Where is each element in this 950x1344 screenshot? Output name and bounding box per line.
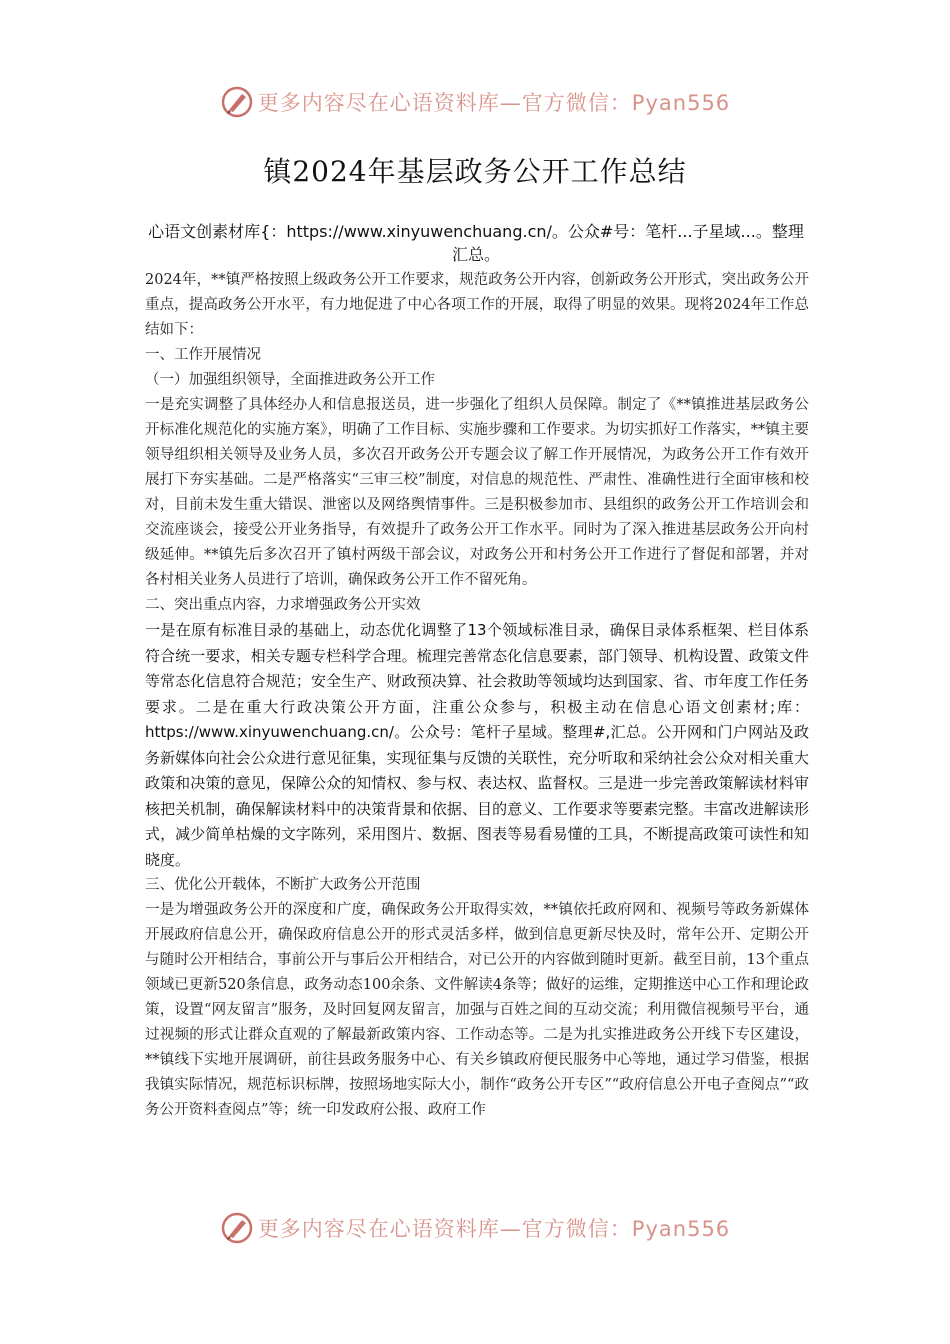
subsection-heading-1: （一）加强组织领导，全面推进政务公开工作 [145, 372, 435, 388]
pen-logo-icon [220, 85, 254, 119]
document-body [145, 268, 809, 1123]
section-heading-1: 一、工作开展情况 [145, 347, 261, 363]
body-paragraph-1: 一是充实调整了具体经办人和信息报送员，进一步强化了组织人员保障。制定了《**镇推进基层政务公开标准化规范化的实施方案》，明确了工作目标、实施步骤和工作要求。为切实抓好工作落实，**镇主要领导组织相关领导及业务人员，多次召开政务公开专题会议了解工作开展情况，为政务公开工作有效开展打下夯实基础。二是严格落实“三审三校”制度，对信息的规范性、严肃性、准确性进行全面审核和校对，目前未发生重大错误、泄密以及网络舆情事件。三是积极参加市、县组织的政务公开工作培训会和交流座谈会，接受公开业务指导，有效提升了政务公开工作水平。同时为了深入推进基层政务公开向村级延伸。**镇先后多次召开了镇村两级干部会议，对政务公开和村务公开工作进行了督促和部署，并对各村相关业务人员进行了培训，确保政务公开工作不留死角。 [145, 397, 809, 588]
source-note: 心语文创素材库{：https://www.xinyuwenchuang.cn/。公众#号：笔杆...子星域...。整理汇总。 [148, 222, 804, 264]
header-banner [0, 82, 950, 122]
banner-text: 更多内容尽在心语资料库—官方微信：Pyan556 [257, 1217, 731, 1241]
banner-text: 更多内容尽在心语资料库—官方微信：Pyan556 [257, 91, 731, 115]
document-title: 镇2024年基层政务公开工作总结 [263, 155, 687, 188]
footer-banner [0, 1208, 950, 1248]
intro-paragraph: 2024年，**镇严格按照上级政务公开工作要求，规范政务公开内容，创新政务公开形式，突出政务公开重点，提高政务公开水平，有力地促进了中心各项工作的开展，取得了明显的效果。现将2024年工作总结如下： [145, 272, 809, 338]
pen-logo-icon [220, 1211, 254, 1245]
body-paragraph-2: 一是在原有标准目录的基础上，动态优化调整了13个领域标准目录，确保目录体系框架、栏目体系符合统一要求，相关专题专栏科学合理。梳理完善常态化信息要素，部门领导、机构设置、政策文件等常态化信息符合规范；安全生产、财政预决算、社会救助等领域均达到国家、省、市年度工作任务要求。二是在重大行政决策公开方面，注重公众参与，积极主动在信息心语文创素材;库：https://www.xinyuwenchuang.cn/。公众号：笔杆子星域。整理#,汇总。公开网和门户网站及政务新媒体向社会公众进行意见征集，实现征集与反馈的关联性，充分听取和采纳社会公众对相关重大政策和决策的意见，保障公众的知情权、参与权、表达权、监督权。三是进一步完善政策解读材料审核把关机制，确保解读材料中的决策背景和依据、目的意义、工作要求等要素完整。丰富改进解读形式，减少简单枯燥的文字陈列，采用图片、数据、图表等易看易懂的工具，不断提高政策可读性和知晓度。 [145, 621, 809, 869]
body-paragraph-3: 一是为增强政务公开的深度和广度，确保政务公开取得实效，**镇依托政府网和、视频号等政务新媒体开展政府信息公开，确保政府信息公开的形式灵活多样，做到信息更新尽快及时，常年公开、定期公开与随时公开相结合，事前公开与事后公开相结合，对已公开的内容做到随时更新。截至目前，13个重点领域已更新520条信息，政务动态100余条、文件解读4条等；做好的运维，定期推送中心工作和理论政策，设置“网友留言”服务，及时回复网友留言，加强与百姓之间的互动交流；利用微信视频号平台，通过视频的形式让群众直观的了解最新政策内容、工作动态等。二是为扎实推进政务公开线下专区建设，**镇线下实地开展调研，前往县政务服务中心、有关乡镇政府便民服务中心等地，通过学习借鉴，根据我镇实际情况，规范标识标牌，按照场地实际大小，制作“政务公开专区”“政府信息公开电子查阅点”“政务公开资料查阅点”等；统一印发政府公报、政府工作 [145, 902, 809, 1118]
section-heading-3: 三、优化公开载体，不断扩大政务公开范围 [145, 877, 421, 893]
section-heading-2: 二、突出重点内容，力求增强政务公开实效 [145, 597, 421, 613]
